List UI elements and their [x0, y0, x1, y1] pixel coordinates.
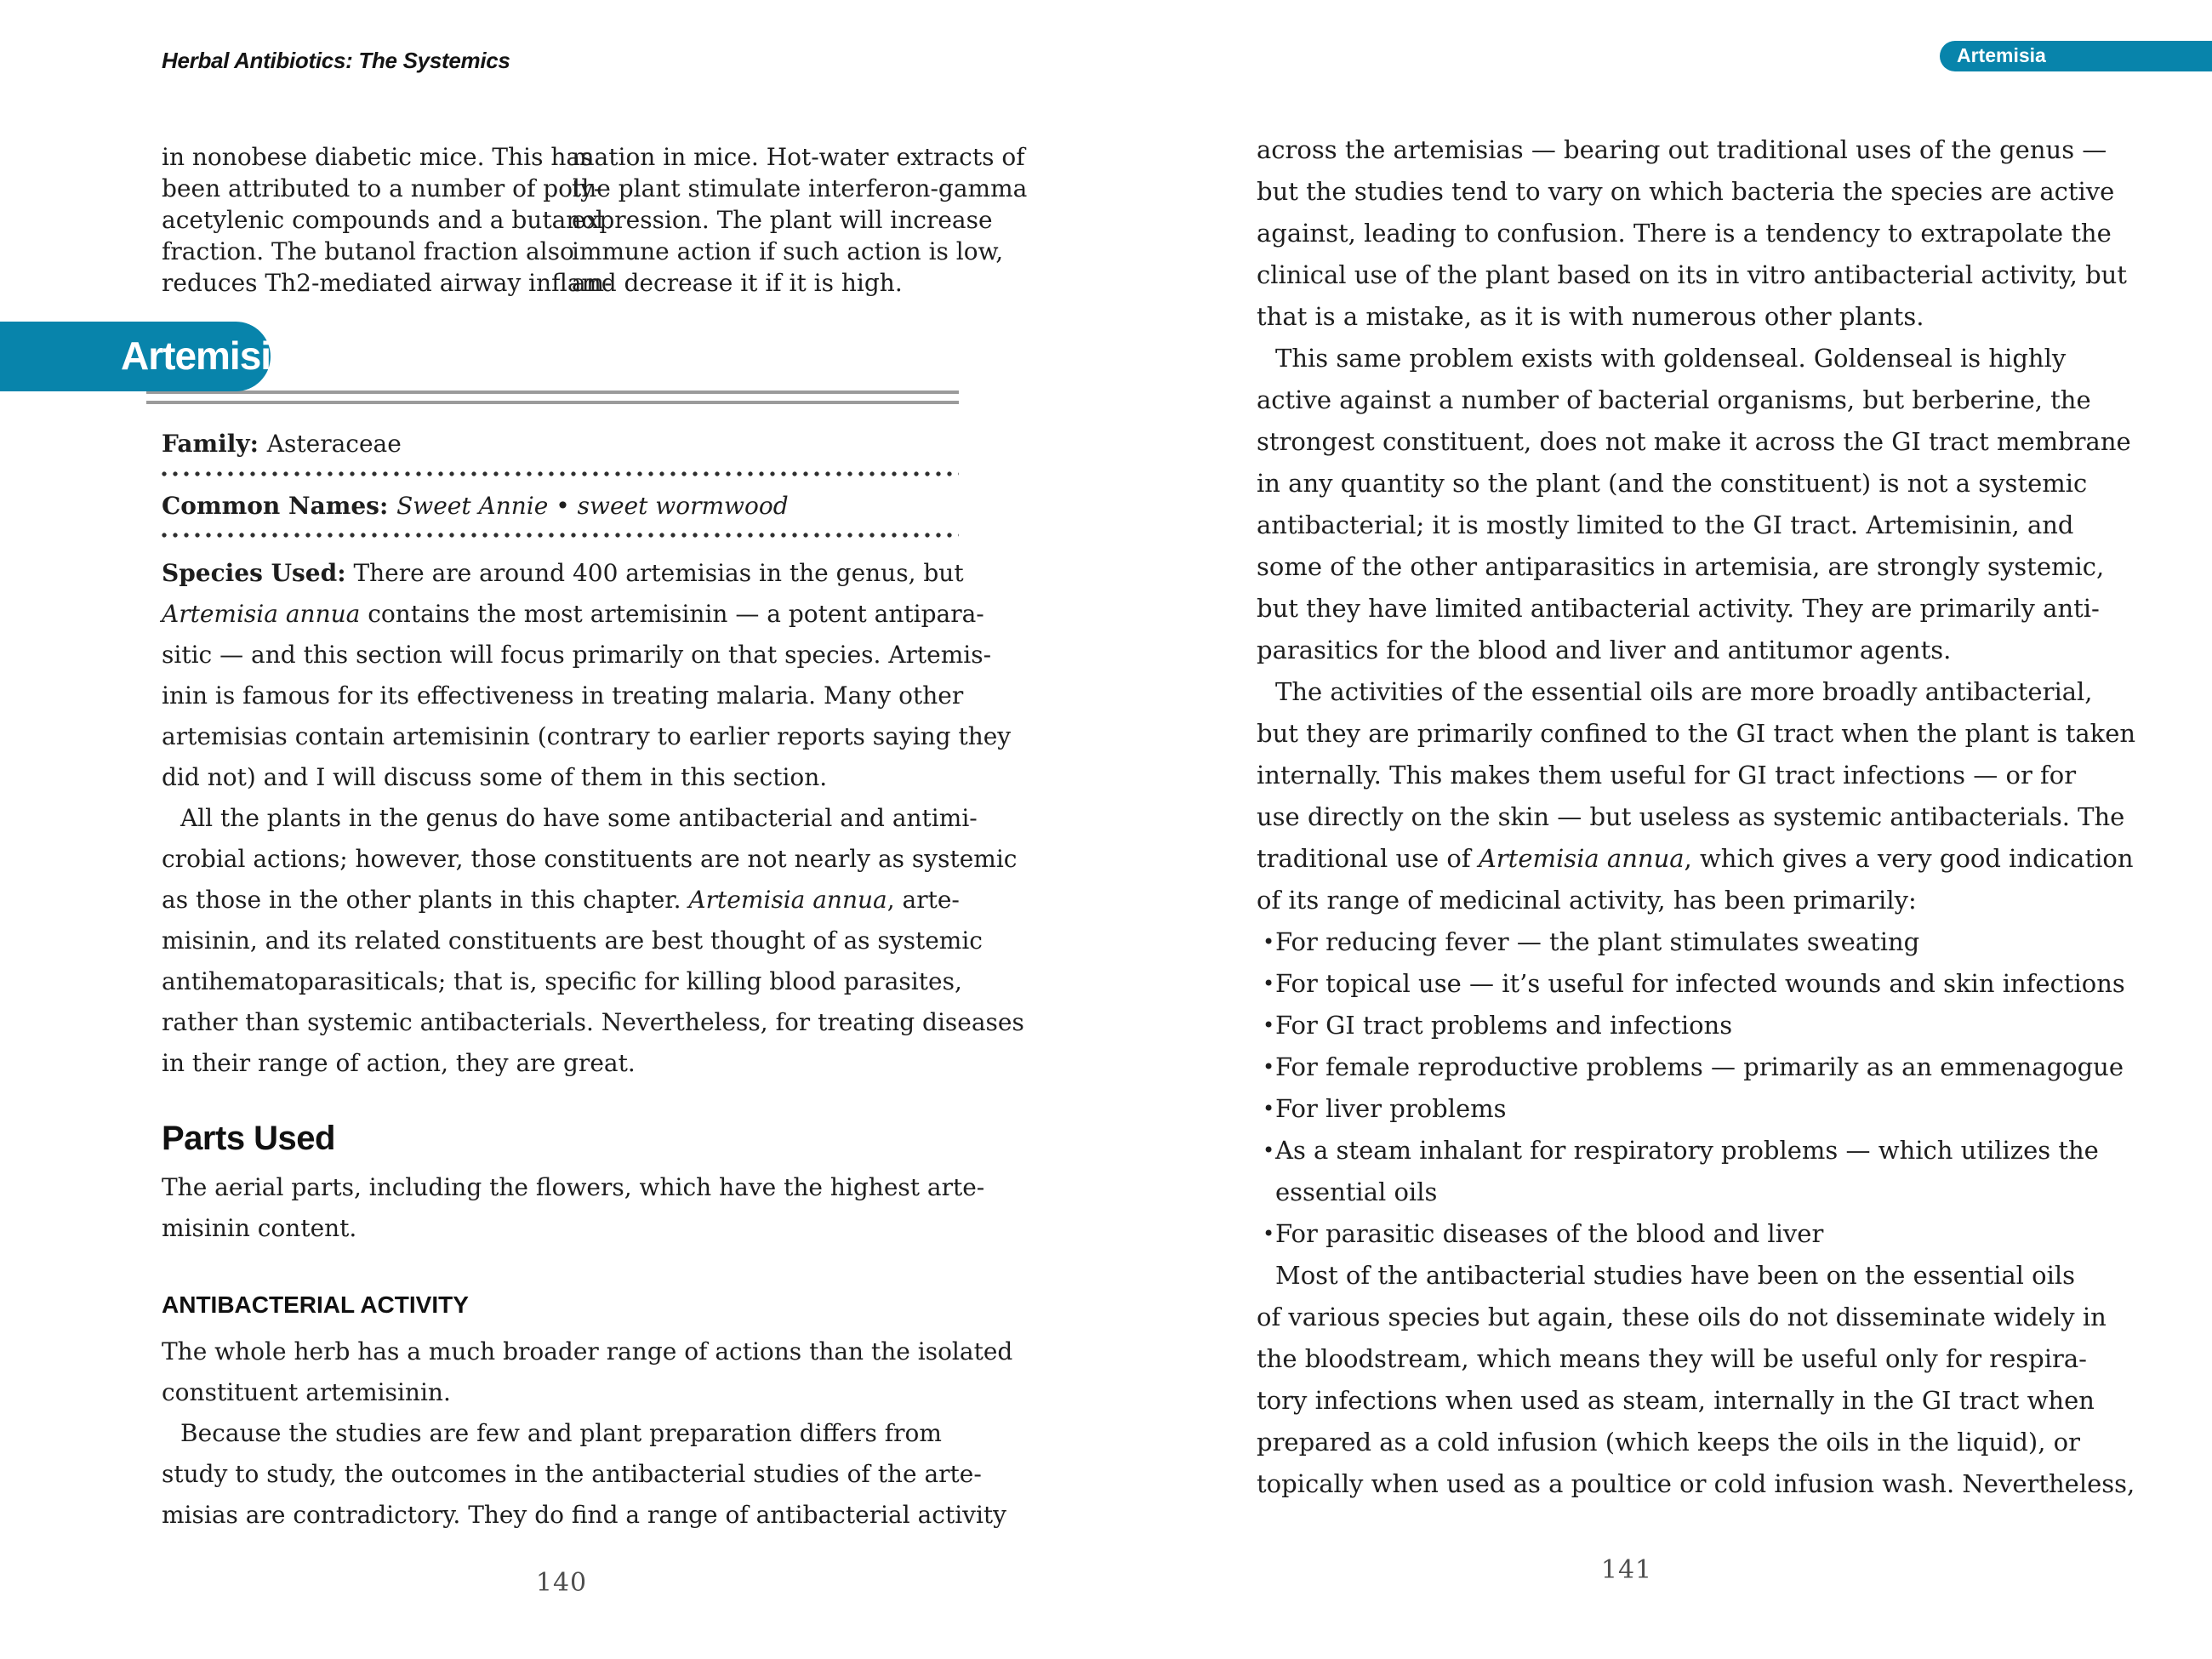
- body-text-block-1: [1257, 129, 2136, 921]
- text-run: This same problem exists with goldenseal. Goldenseal is highly: [1275, 344, 2067, 373]
- bullet-icon: •: [1263, 1013, 1275, 1037]
- text-run: fraction. The butanol fraction also: [162, 237, 574, 265]
- text-line: [162, 716, 1012, 757]
- text-run: the bloodstream, which means they will be useful only for respira-: [1257, 1344, 2087, 1373]
- text-run: misias are contradictory. They do find a range of antibacterial activity: [162, 1501, 1007, 1529]
- text-run: contains the most artemisinin — a potent antipara-: [360, 600, 984, 628]
- text-line: [162, 1495, 1007, 1536]
- bullet-icon: •: [1263, 930, 1275, 954]
- text-line: [1275, 963, 2125, 1005]
- text-line: [1257, 796, 2125, 838]
- common-names-value: Sweet Annie • sweet wormwood: [396, 492, 789, 520]
- double-rule-top: [146, 391, 959, 394]
- text-run: The activities of the essential oils are more broadly antibacterial,: [1275, 677, 2093, 706]
- text-line: [162, 839, 1018, 880]
- list-item: [1257, 1088, 2065, 1130]
- text-run: The whole herb has a much broader range of actions than the isolated: [162, 1337, 1013, 1365]
- text-line: [572, 173, 1028, 204]
- text-run: inin is famous for its effectiveness in treating malaria. Many other: [162, 681, 964, 710]
- text-line: [162, 676, 966, 716]
- text-line: [1257, 1422, 2080, 1463]
- text-line: [1257, 171, 2115, 213]
- family-value: Asteraceae: [266, 430, 402, 458]
- text-run: For GI tract problems and infections: [1275, 1011, 1733, 1040]
- running-head: Herbal Antibiotics: The Systemics: [162, 48, 510, 73]
- text-run: Artemisia annua: [1478, 844, 1685, 873]
- text-line: [1257, 213, 2112, 254]
- text-line: [162, 1413, 966, 1454]
- text-run: Most of the antibacterial studies have been on the essential oils: [1275, 1261, 2076, 1290]
- list-item: [1257, 1213, 2065, 1255]
- text-run: misinin, and its related constituents are best thought of as systemic: [162, 926, 983, 955]
- text-run: been attributed to a number of poly-: [162, 174, 602, 202]
- text-run: use directly on the skin — but useless as systemic antibacterials. The: [1257, 802, 2125, 831]
- text-line: [1275, 1046, 2124, 1088]
- list-item: [1257, 1130, 2099, 1213]
- text-line: [572, 267, 972, 299]
- text-line: [162, 880, 966, 921]
- text-run: For topical use — it’s useful for infected wounds and skin infections: [1275, 969, 2125, 998]
- page-number-left: 140: [535, 1568, 588, 1598]
- text-run: Species Used:: [162, 559, 346, 587]
- bullet-icon: •: [1263, 1138, 1275, 1162]
- text-run: Artemisia annua: [688, 886, 887, 914]
- text-run: topically when used as a poultice or cold infusion wash. Nevertheless,: [1257, 1469, 2135, 1498]
- text-line: [1257, 713, 2136, 755]
- text-line: [572, 204, 993, 236]
- text-run: and decrease it if it is high.: [572, 269, 903, 297]
- text-line: [1257, 254, 2127, 296]
- chapter-tab-title: Artemisia: [1957, 44, 2046, 66]
- text-line: [162, 173, 602, 204]
- section-banner-title: Artemisia: [121, 334, 292, 378]
- text-run: essential oils: [1275, 1177, 1438, 1206]
- parts-used-paragraph: [162, 1167, 985, 1249]
- text-line: [162, 961, 966, 1002]
- text-run: mation in mice. Hot-water extracts of: [572, 143, 1025, 171]
- bullet-icon: •: [1263, 972, 1275, 995]
- text-run: as those in the other plants in this chapter.: [162, 886, 689, 914]
- text-line: [1257, 1338, 2087, 1380]
- text-run: parasitics for the blood and liver and antitumor agents.: [1257, 636, 1952, 664]
- text-run: prepared as a cold infusion (which keeps the oils in the liquid), or: [1257, 1428, 2080, 1457]
- text-line: [162, 757, 966, 798]
- page-number-right: 141: [1600, 1555, 1653, 1585]
- text-line: [162, 553, 966, 594]
- text-line: [162, 1372, 966, 1413]
- list-item-text: [1275, 1088, 2065, 1130]
- list-item: [1257, 921, 2065, 963]
- text-line: [1275, 1172, 2099, 1213]
- text-run: but the studies tend to vary on which bacteria the species are active: [1257, 177, 2115, 206]
- text-line: [162, 635, 992, 676]
- text-run: , which gives a very good indication: [1684, 844, 2134, 873]
- family-row: [162, 430, 961, 459]
- text-line: [1257, 671, 2093, 713]
- text-line: [162, 1208, 966, 1249]
- text-line: [1257, 463, 2088, 505]
- text-run: acetylenic compounds and a butanol: [162, 206, 604, 234]
- text-run: antihematoparasiticals; that is, specific for killing blood parasites,: [162, 967, 962, 995]
- text-run: artemisias contain artemisinin (contrary to earlier reports saying they: [162, 722, 1012, 750]
- list-item-text: [1275, 1213, 2065, 1255]
- text-run: For reducing fever — the plant stimulates sweating: [1275, 927, 1920, 956]
- text-run: internally. This makes them useful for GI tract infections — or for: [1257, 761, 2077, 790]
- text-run: sitic — and this section will focus primarily on that species. Artemis-: [162, 641, 992, 669]
- dotted-divider: [162, 533, 959, 538]
- antibacterial-activity-heading: ANTIBACTERIAL ACTIVITY: [162, 1291, 469, 1318]
- species-used-block: [162, 553, 1024, 1084]
- common-names-row: [162, 492, 961, 521]
- text-run: of its range of medicinal activity, has been primarily:: [1257, 886, 1917, 915]
- text-run: but they have limited antibacterial activity. They are primarily anti-: [1257, 594, 2100, 623]
- text-run: rather than systemic antibacterials. Nevertheless, for treating diseases: [162, 1008, 1024, 1036]
- text-line: [1257, 421, 2131, 463]
- text-line: [162, 236, 574, 267]
- text-line: [1257, 129, 2107, 171]
- text-line: [1257, 880, 2065, 921]
- bullet-icon: •: [1263, 1222, 1275, 1246]
- text-run: against, leading to confusion. There is a tendency to extrapolate the: [1257, 219, 2112, 248]
- text-run: All the plants in the genus do have some antibacterial and antimi-: [180, 804, 978, 832]
- text-run: tory infections when used as steam, internally in the GI tract when: [1257, 1386, 2095, 1415]
- text-run: The aerial parts, including the flowers, which have the highest arte-: [162, 1173, 985, 1201]
- text-line: [572, 236, 1004, 267]
- list-item: [1257, 963, 2125, 1005]
- text-run: the plant stimulate interferon-gamma: [572, 174, 1028, 202]
- traditional-uses-list: [1257, 921, 2125, 1255]
- text-run: in any quantity so the plant (and the constituent) is not a systemic: [1257, 469, 2088, 498]
- text-run: in their range of action, they are great.: [162, 1049, 636, 1077]
- text-line: [1257, 546, 2105, 588]
- text-run: reduces Th2-mediated airway inflam-: [162, 269, 613, 297]
- text-run: misinin content.: [162, 1214, 357, 1242]
- text-run: some of the other antiparasitics in artemisia, are strongly systemic,: [1257, 552, 2105, 581]
- text-run: did not) and I will discuss some of them in this section.: [162, 763, 828, 791]
- text-line: [1275, 1130, 2099, 1172]
- text-line: [1257, 1380, 2095, 1422]
- text-run: For parasitic diseases of the blood and liver: [1275, 1219, 1824, 1248]
- text-line: [162, 1043, 966, 1084]
- text-line: [1257, 755, 2077, 796]
- text-line: [162, 1331, 1013, 1372]
- body-text-block-2: [1257, 1255, 2135, 1505]
- list-item-text: [1275, 1046, 2124, 1088]
- list-item-text: [1275, 1130, 2099, 1213]
- text-run: strongest constituent, does not make it across the GI tract membrane: [1257, 427, 2131, 456]
- text-line: [1275, 1088, 2065, 1130]
- text-run: antibacterial; it is mostly limited to the GI tract. Artemisinin, and: [1257, 510, 2074, 539]
- text-run: across the artemisias — bearing out traditional uses of the genus —: [1257, 135, 2107, 164]
- dotted-divider: [162, 471, 959, 476]
- text-line: [162, 1002, 1024, 1043]
- text-line: [162, 594, 984, 635]
- text-line: [1257, 296, 2065, 338]
- chapter-tab: [1940, 41, 2212, 71]
- text-line: [162, 204, 604, 236]
- text-run: active against a number of bacterial organisms, but berberine, the: [1257, 385, 2091, 414]
- text-line: [162, 798, 978, 839]
- text-line: [162, 1454, 982, 1495]
- list-item-text: [1275, 921, 2065, 963]
- text-run: expression. The plant will increase: [572, 206, 993, 234]
- text-line: [162, 141, 593, 173]
- text-run: study to study, the outcomes in the antibacterial studies of the arte-: [162, 1460, 982, 1488]
- family-label: Family:: [162, 430, 259, 458]
- text-line: [1257, 588, 2100, 630]
- list-item-text: [1275, 1005, 2065, 1046]
- text-run: Because the studies are few and plant preparation differs from: [180, 1419, 942, 1447]
- text-run: For female reproductive problems — primarily as an emmenagogue: [1275, 1052, 2124, 1081]
- text-line: [1257, 379, 2091, 421]
- text-line: [1275, 1005, 2065, 1046]
- intro-column-1: [162, 141, 613, 299]
- text-run: constituent artemisinin.: [162, 1378, 451, 1406]
- text-run: , arte-: [887, 886, 960, 914]
- section-banner: [0, 322, 292, 391]
- list-item: [1257, 1046, 2124, 1088]
- list-item: [1257, 1005, 2065, 1046]
- text-line: [162, 1167, 985, 1208]
- text-run: immune action if such action is low,: [572, 237, 1004, 265]
- text-line: [572, 141, 1025, 173]
- text-line: [1257, 338, 2065, 379]
- text-run: that is a mistake, as it is with numerous other plants.: [1257, 302, 1924, 331]
- text-run: traditional use of: [1257, 844, 1479, 873]
- intro-column-2: [572, 141, 1028, 299]
- parts-used-heading: Parts Used: [162, 1120, 335, 1157]
- text-run: but they are primarily confined to the GI tract when the plant is taken: [1257, 719, 2136, 748]
- text-run: crobial actions; however, those constituents are not nearly as systemic: [162, 845, 1018, 873]
- text-run: There are around 400 artemisias in the genus, but: [345, 559, 964, 587]
- text-line: [1275, 921, 2065, 963]
- double-rule-bottom: [146, 401, 959, 404]
- text-line: [162, 921, 983, 961]
- text-line: [1257, 505, 2074, 546]
- text-run: For liver problems: [1275, 1094, 1507, 1123]
- list-item-text: [1275, 963, 2125, 1005]
- text-line: [1257, 1255, 2076, 1297]
- common-names-label: Common Names:: [162, 492, 389, 520]
- text-line: [162, 267, 613, 299]
- antibacterial-paragraph: [162, 1331, 1013, 1536]
- text-run: Artemisia annua: [162, 600, 361, 628]
- text-line: [1257, 630, 2065, 671]
- text-line: [1257, 1297, 2107, 1338]
- text-run: of various species but again, these oils do not disseminate widely in: [1257, 1303, 2107, 1331]
- text-run: As a steam inhalant for respiratory problems — which utilizes the: [1275, 1136, 2099, 1165]
- bullet-icon: •: [1263, 1055, 1275, 1079]
- text-line: [1257, 838, 2134, 880]
- bullet-icon: •: [1263, 1097, 1275, 1120]
- text-run: clinical use of the plant based on its in vitro antibacterial activity, but: [1257, 260, 2127, 289]
- text-run: in nonobese diabetic mice. This has: [162, 143, 593, 171]
- text-line: [1275, 1213, 2065, 1255]
- text-line: [1257, 1463, 2135, 1505]
